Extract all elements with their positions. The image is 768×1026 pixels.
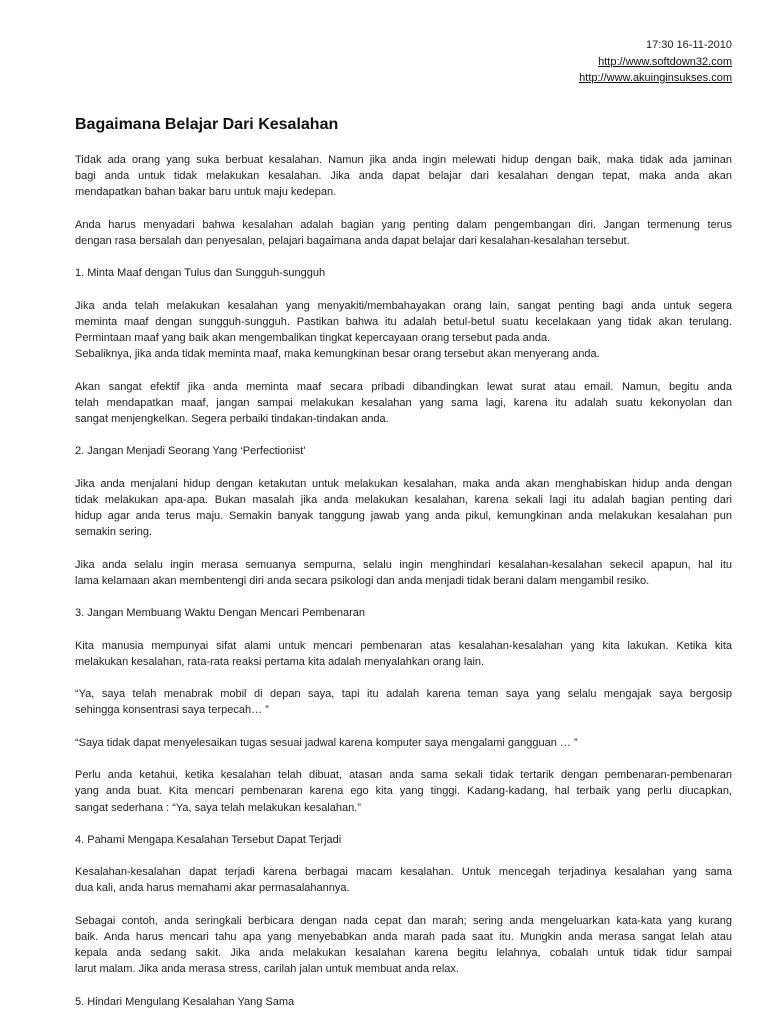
page-header <box>579 37 732 87</box>
text-line: kepala anda sedang sakit. Jika anda melakukan kesalahan karena begitu lelahnya, cobalah untuk tidak tidur sampai <box>75 947 732 960</box>
text-line: mendapatkan bahan bakar baru untuk maju kedepan. <box>75 186 337 199</box>
paragraph <box>75 864 732 896</box>
text-line: sehingga konsentrasi saya terpecah… ” <box>75 704 269 717</box>
text-line: Jika anda telah melakukan kesalahan yang menyakiti/membahayakan orang lain, sangat penting bagi anda untuk segera <box>75 299 732 312</box>
text-line: Anda harus menyadari bahwa kesalahan adalah bagian yang penting dalam pengembangan diri. Jangan termenung terus <box>75 218 732 231</box>
text-line: Tidak ada orang yang suka berbuat kesalahan. Namun jika anda ingin melewati hidup dengan baik, maka tidak ada jaminan <box>75 154 732 166</box>
paragraph <box>75 476 732 541</box>
header-link-softdown32[interactable]: http://www.softdown32.com <box>598 55 732 68</box>
text-line: Permintaan maaf yang baik akan mengembalikan tingkat kepercayaan orang tersebut pada anda. <box>75 332 551 345</box>
header-link-akuinginsukses[interactable]: http://www.akuinginsukses.com <box>579 72 732 84</box>
article-title: Bagaimana Belajar Dari Kesalahan <box>75 116 339 133</box>
quote-paragraph <box>75 735 732 751</box>
text-line: Jika anda selalu ingin merasa semuanya sempurna, selalu ingin menghindari kesalahan-kesalahan sekecil apapun, hal itu <box>75 558 732 571</box>
text-line: Jika anda menjalani hidup dengan ketakutan untuk melakukan kesalahan, maka anda akan menghabiskan hidup anda dengan <box>75 477 732 490</box>
text-line: yang anda buat. Kita mencari pembenaran karena ego kita yang tinggi. Kadang-kadang, hal terbaik yang perlu diucapkan, <box>75 785 732 798</box>
text-line: meminta maaf dengan sungguh-sungguh. Pastikan bahwa itu adalah betul-betul suatu kecelakaan yang tidak akan terulang. <box>75 315 732 328</box>
paragraph <box>75 298 732 363</box>
section-heading: 5. Hindari Mengulang Kesalahan Yang Sama <box>75 995 295 1008</box>
text-line: dua kali, anda harus memahami akar permasalahannya. <box>75 882 350 895</box>
text-line: melakukan kesalahan, rata-rata reaksi pertama kita adalah menyalahkan orang lain. <box>75 655 485 668</box>
text-line: baik. Anda harus mencari tahu apa yang menyebabkan anda marah pada saat itu. Mungkin anda merasa sangat lelah atau <box>75 931 732 943</box>
section-heading: 4. Pahami Mengapa Kesalahan Tersebut Dapat Terjadi <box>75 833 342 846</box>
text-line: dengan rasa bersalah dan penyesalan, pelajari bagaimana anda dapat belajar dari kesalahan-kesalahan tersebut. <box>75 234 630 247</box>
section-heading: 1. Minta Maaf dengan Tulus dan Sungguh-sungguh <box>75 267 326 280</box>
paragraph <box>75 767 732 816</box>
text-line: lama kelamaan akan membentengi diri anda secara psikologi dan anda menjadi tidak berani dalam mengambil resiko. <box>75 574 650 587</box>
text-line: Perlu anda ketahui, ketika kesalahan telah dibuat, atasan anda sama sekali tidak tertarik dengan pembenaran-pembenaran <box>75 769 732 782</box>
text-line: “Ya, saya telah menabrak mobil di depan saya, tapi itu adalah karena teman saya yang selalu mengajak saya bergosip <box>75 688 732 701</box>
paragraph <box>75 217 732 249</box>
text-line: sangat menjengkelkan. Segera perbaiki tindakan-tindakan anda. <box>75 413 389 425</box>
text-line: Sebaliknya, jika anda tidak meminta maaf, maka kemungkinan besar orang tersebut akan menyerang anda. <box>75 348 600 361</box>
text-line: Akan sangat efektif jika anda meminta maaf secara pribadi dibandingkan lewat surat atau email. Namun, begitu anda <box>75 380 732 393</box>
text-line: “Saya tidak dapat menyelesaikan tugas sesuai jadwal karena komputer saya mengalami gangguan … ” <box>75 736 578 749</box>
text-line: larut malam. Jika anda merasa stress, carilah jalan untuk membuat anda relax. <box>75 963 459 976</box>
text-line: Sebagai contoh, anda seringkali berbicara dengan nada cepat dan marah; sering anda mengeluarkan kata-kata yang kurang <box>75 914 732 927</box>
header-timestamp: 17:30 16-11-2010 <box>645 39 732 51</box>
article-body <box>75 152 732 1026</box>
paragraph <box>75 913 732 978</box>
text-line: sangat sederhana : “Ya, saya telah melakukan kesalahan.” <box>75 801 361 814</box>
paragraph <box>75 379 732 428</box>
text-line: tidak melakukan apa-apa. Bukan masalah jika anda melakukan kesalahan, karena sekali lagi itu adalah bagian penting dari <box>75 493 732 506</box>
paragraph <box>75 557 732 589</box>
text-line: Kesalahan-kesalahan dapat terjadi karena berbagai macam kesalahan. Untuk mencegah terjadinya kesalahan yang sama <box>75 866 732 879</box>
section-heading: 2. Jangan Menjadi Seorang Yang ‘Perfectionist’ <box>75 445 306 458</box>
paragraph <box>75 152 732 201</box>
section-heading: 3. Jangan Membuang Waktu Dengan Mencari Pembenaran <box>75 607 366 620</box>
text-line: semakin sering. <box>75 526 153 539</box>
quote-paragraph <box>75 686 732 718</box>
text-line: Kita manusia mempunyai sifat alami untuk mencari pembenaran atas kesalahan-kesalahan yang kita lakukan. Ketika kita <box>75 639 732 652</box>
paragraph <box>75 638 732 670</box>
text-line: telah mendapatkan maaf, jangan sampai melakukan kesalahan yang sama lagi, karena itu adalah suatu kekonyolan dan <box>75 396 732 409</box>
text-line: hidup agar anda terus maju. Semakin banyak tanggung jawab yang anda pikul, kemungkinan anda melakukan kesalahan pun <box>75 510 732 523</box>
text-line: bagi anda untuk tidak melakukan kesalahan. Jika anda dapat belajar dari kesalahan dengan tepat, maka anda akan <box>75 170 732 183</box>
